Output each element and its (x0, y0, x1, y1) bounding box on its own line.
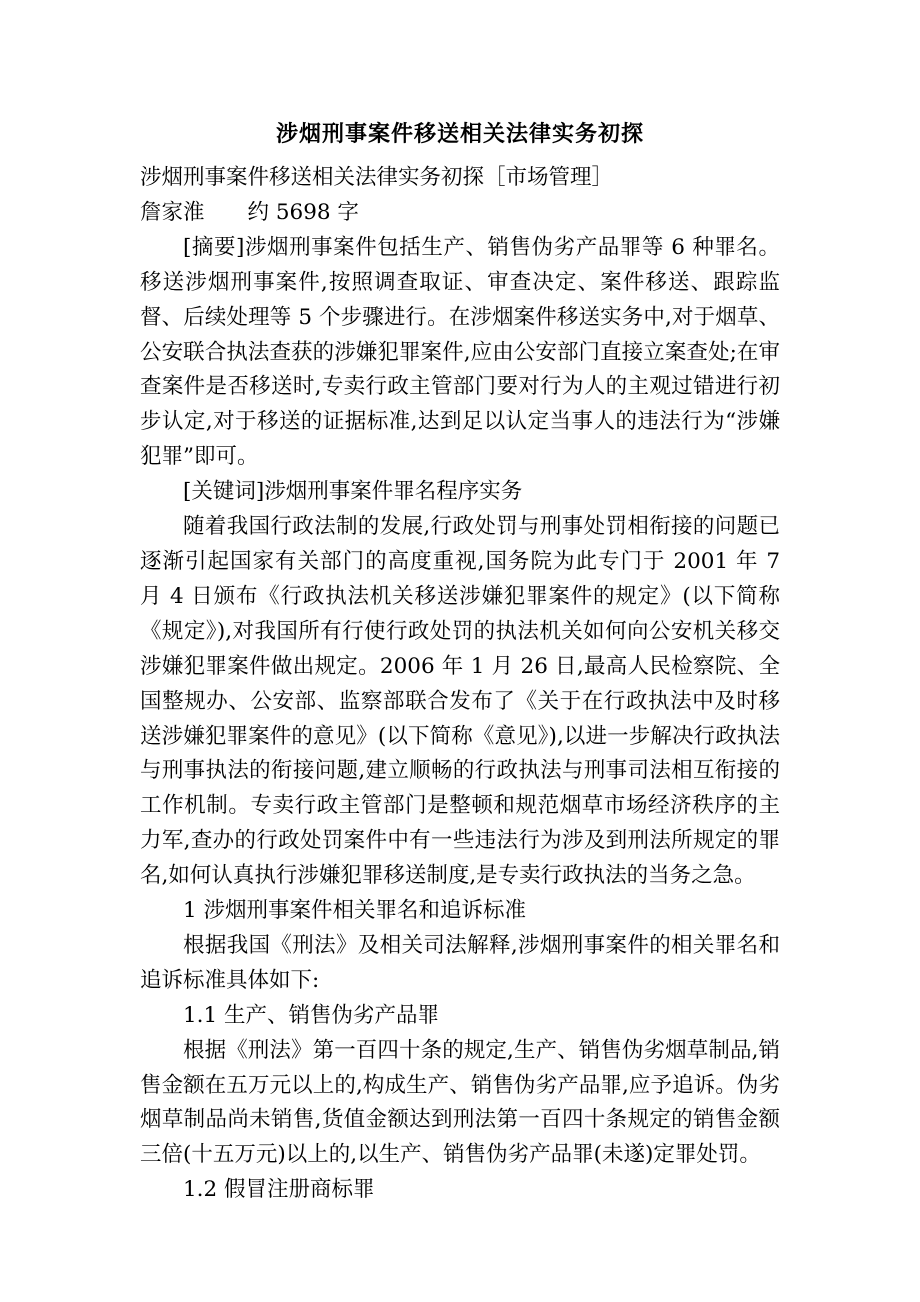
author-line: 詹家淮 约 5698 字 (140, 199, 359, 225)
subsection-1-1-paragraph: 根据《刑法》第一百四十条的规定,生产、销售伪劣烟草制品,销售金额在五万元以上的,构成生产、销售伪劣产品罪,应予追诉。伪劣烟草制品尚未销售,货值金额达到刑法第一百四十条规定的销售金额三倍(十五万元)以上的,以生产、销售伪劣产品罪(未遂)定罪处罚。 (140, 1037, 780, 1168)
document-title: 涉烟刑事案件移送相关法律实务初探 (275, 121, 644, 147)
section-1-paragraph: 根据我国《刑法》及相关司法解释,涉烟刑事案件的相关罪名和追诉标准具体如下: (140, 932, 780, 993)
document-subtitle: 涉烟刑事案件移送相关法律实务初探［市场管理］ (140, 165, 614, 190)
keywords-paragraph: [关键词]涉烟刑事案件罪名程序实务 (183, 479, 523, 505)
intro-paragraph: 随着我国行政法制的发展,行政处罚与刑事处罚相衔接的问题已逐渐引起国家有关部门的高度重视,国务院为此专门于 2001 年 7 月 4 日颁布《行政执法机关移送涉嫌犯罪案件的规定》(以下简称《规定》),对我国所有行使行政处罚的执法机关如何向公安机关移交涉嫌犯罪案件做出规定。2006 年 1 月 26 日,最高人民检察院、全国整规办、公安部、监察部联合发布了《关于在行政执法中及时移送涉嫌犯罪案件的意见》(以下简称《意见》),以进一步解决行政执法与刑事执法的衔接问题,建立顺畅的行政执法与刑事司法相互衔接的工作机制。专卖行政主管部门是整顿和规范烟草市场经济秩序的主力军,查办的行政处罚案件中有一些违法行为涉及到刑法所规定的罪名,如何认真执行涉嫌犯罪移送制度,是专卖行政执法的当务之急。 (140, 514, 780, 889)
abstract-paragraph: [摘要]涉烟刑事案件包括生产、销售伪劣产品罪等 6 种罪名。移送涉烟刑事案件,按照调查取证、审查决定、案件移送、跟踪监督、后续处理等 5 个步骤进行。在涉烟案件移送实务中,对于烟草、公安联合执法查获的涉嫌犯罪案件,应由公安部门直接立案查处;在审查案件是否移送时,专卖行政主管部门要对行为人的主观过错进行初步认定,对于移送的证据标准,达到足以认定当事人的违法行为“涉嫌犯罪”即可。 (140, 234, 780, 470)
document-body (140, 161, 780, 1208)
section-heading-1: 1 涉烟刑事案件相关罪名和追诉标准 (183, 898, 527, 924)
subsection-heading-1-2: 1.2 假冒注册商标罪 (183, 1177, 375, 1203)
subsection-heading-1-1: 1.1 生产、销售伪劣产品罪 (183, 1002, 440, 1028)
